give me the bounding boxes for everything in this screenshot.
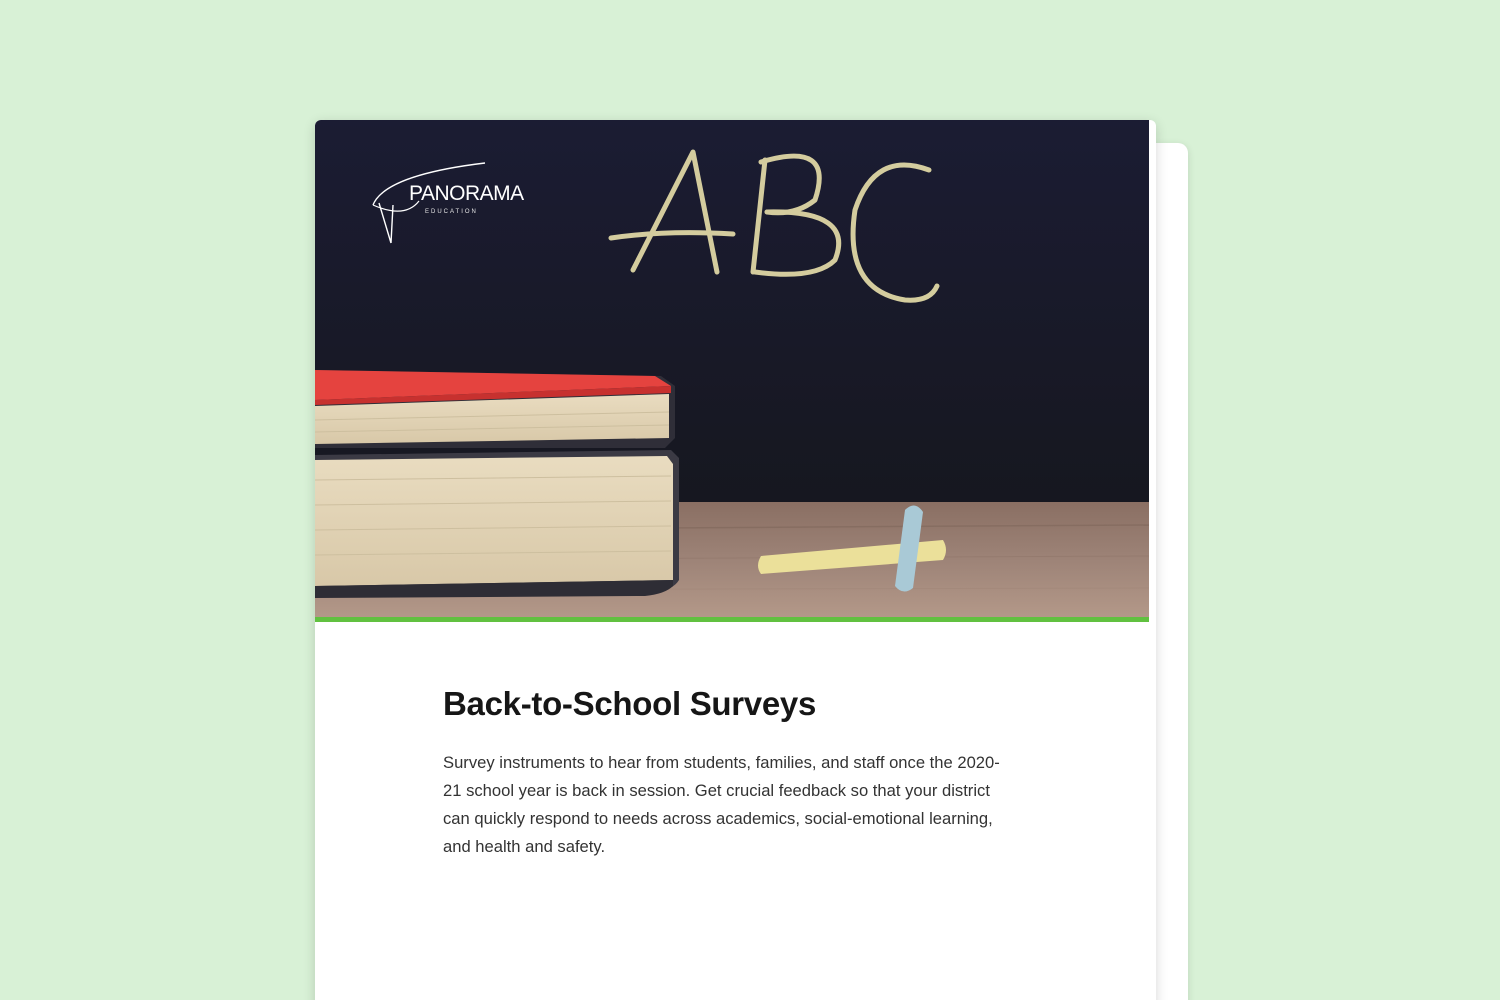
document-title: Back-to-School Surveys [443, 685, 817, 722]
top-book [315, 370, 675, 448]
document-cover[interactable] [315, 120, 1156, 1000]
panorama-logo [365, 155, 535, 250]
logo-wordmark: PANORAMA [409, 182, 524, 205]
bottom-book [315, 450, 679, 598]
green-divider [315, 617, 1149, 622]
logo-subtitle: EDUCATION [425, 209, 478, 215]
document-description: Survey instruments to hear from students, families, and staff once the 2020-21 school year is back in session. Get crucial feedback so that your district can quickly respond to needs across academics, social-emotional learning, and health and safety. [443, 753, 1000, 856]
hero-image [315, 120, 1149, 622]
